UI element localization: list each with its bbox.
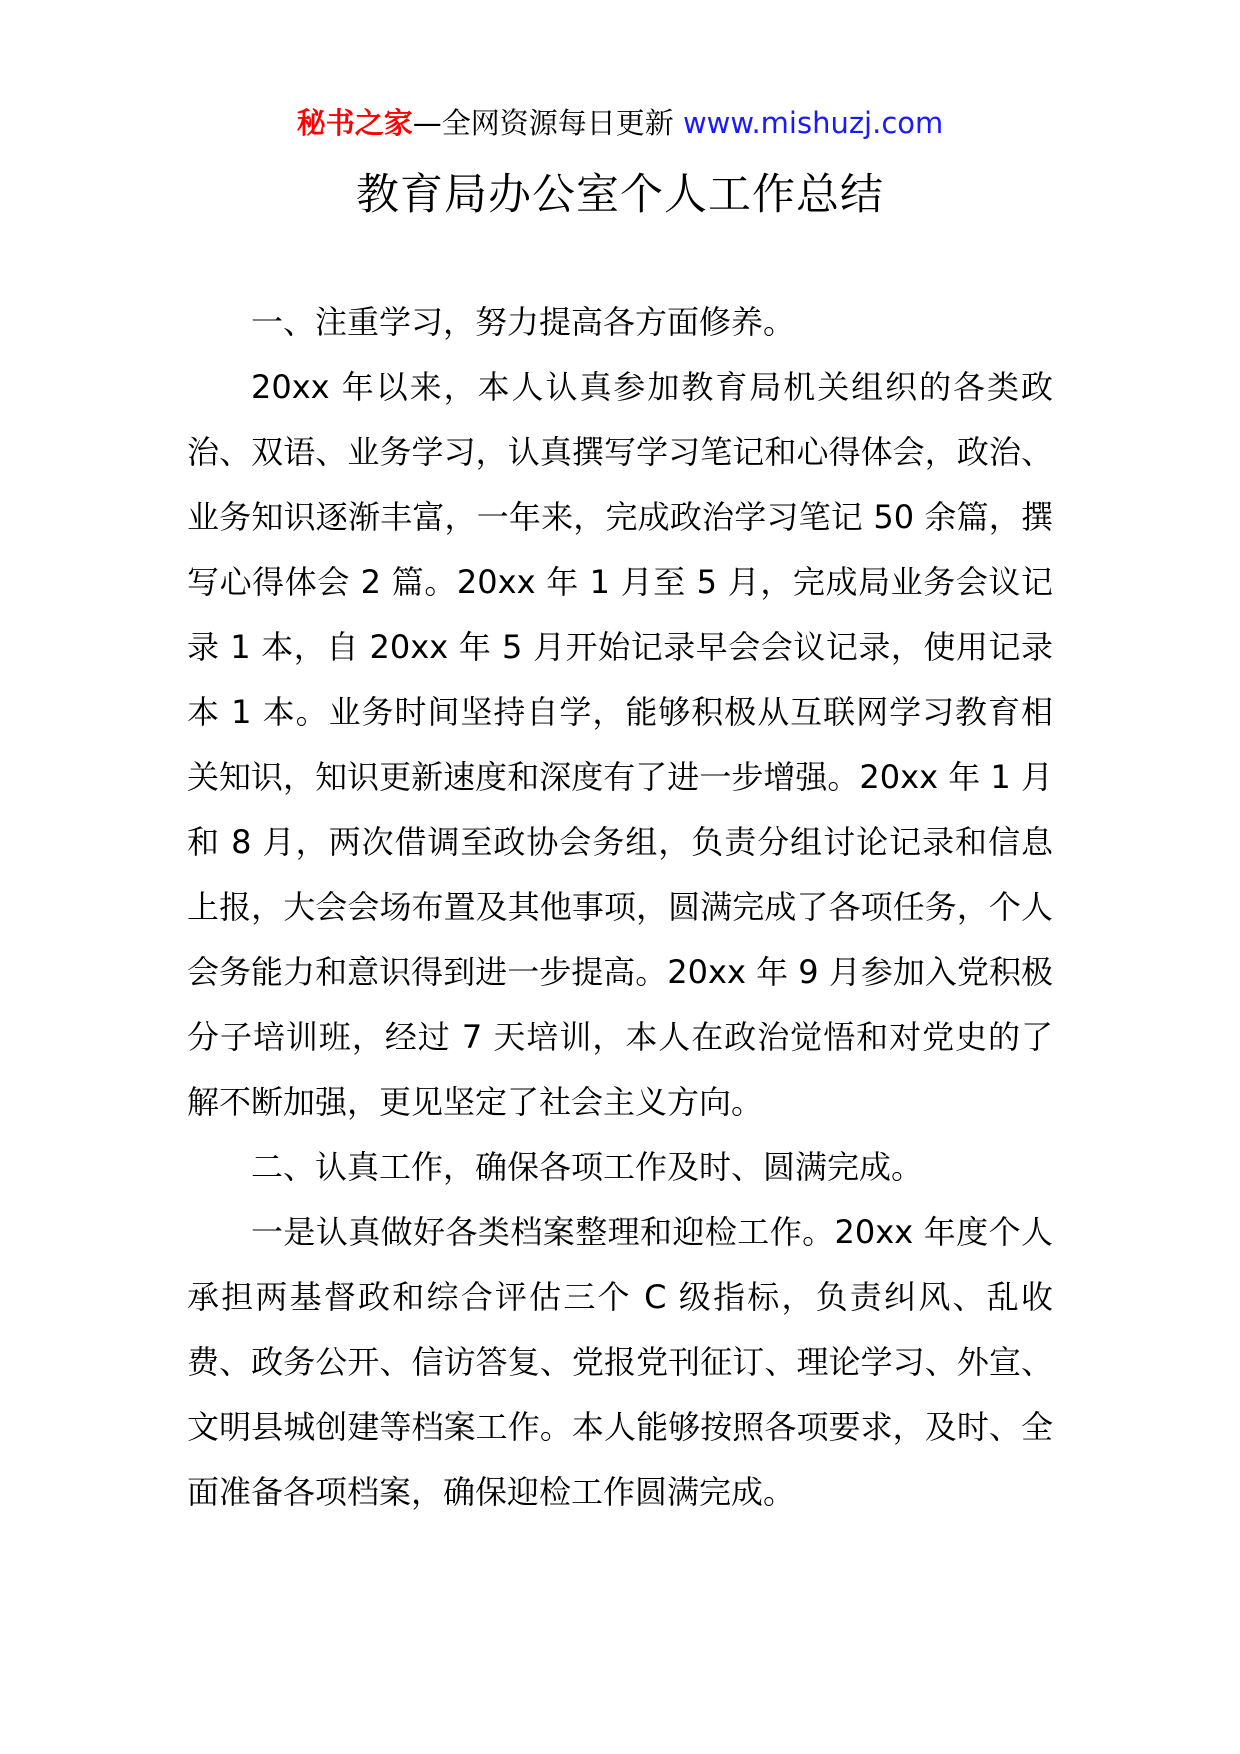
body-paragraph: 一是认真做好各类档案整理和迎检工作。20xx 年度个人承担两基督政和综合评估三个 C 级指标，负责纠风、乱收费、政务公开、信访答复、党报党刊征订、理论学习、外宣、文明县城创建等档案工作。本人能够按照各项要求，及时、全面准备各项档案，确保迎检工作圆满完成。 (187, 1213, 1053, 1511)
brand-name: 秘书之家 (296, 106, 413, 140)
body-paragraph: 20xx 年以来，本人认真参加教育局机关组织的各类政治、双语、业务学习，认真撰写学习笔记和心得体会，政治、业务知识逐渐丰富，一年来，完成政治学习笔记 50 余篇，撰写心得体会 2 篇。20xx 年 1 月至 5 月，完成局业务会议记录 1 本，自 20xx 年 5 月开始记录早会会议记录，使用记录本 1 本。业务时间坚持自学，能够积极从互联网学习教育相关知识，知识更新速度和深度有了进一步增强。20xx 年 1 月和 8 月，两次借调至政协会务组，负责分组讨论记录和信息上报，大会会场布置及其他事项，圆满完成了各项任务，个人会务能力和意识得到进一步提高。20xx 年 9 月参加入党积极分子培训班，经过 7 天培训，本人在政治觉悟和对党史的了解不断加强，更见坚定了社会主义方向。 (187, 368, 1053, 1121)
document-body (187, 290, 1053, 1525)
site-header (0, 103, 1240, 143)
header-tagline: —全网资源每日更新 (412, 106, 674, 140)
section-heading-1: 一、注重学习，努力提高各方面修养。 (251, 303, 796, 341)
section-heading-2: 二、认真工作，确保各项工作及时、圆满完成。 (251, 1148, 924, 1186)
document-title: 教育局办公室个人工作总结 (356, 170, 884, 220)
site-url-link[interactable]: www.mishuzj.com (682, 106, 944, 140)
